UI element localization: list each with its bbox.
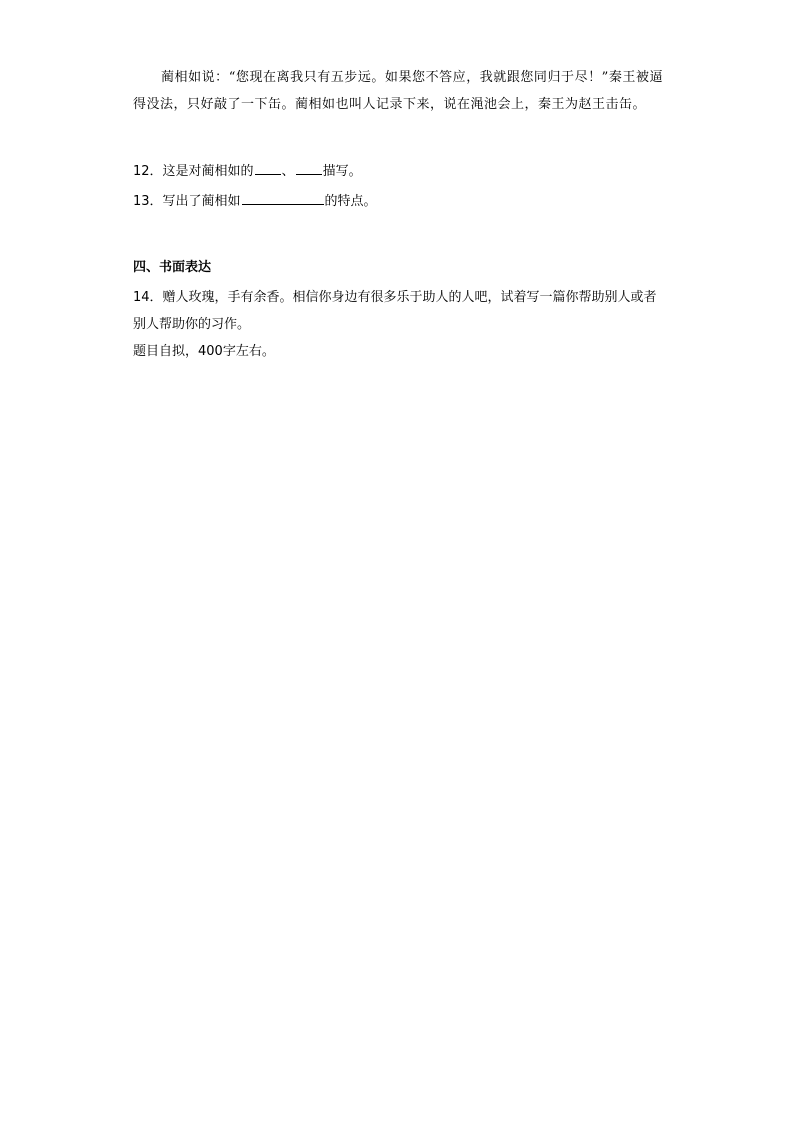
answer-blank-12a[interactable] xyxy=(255,160,281,175)
section-title: 四、书面表达 xyxy=(133,260,212,275)
answer-blank-13[interactable] xyxy=(242,190,324,205)
question-13-suffix: 的特点。 xyxy=(324,194,377,209)
essay-prompt xyxy=(133,284,663,365)
question-13-prefix: 13．写出了蔺相如 xyxy=(133,194,241,209)
question-14-text: 14．赠人玫瑰，手有余香。相信你身边有很多乐于助人的人吧，试着写一篇你帮助别人或者别人帮助你的习作。 xyxy=(133,290,657,332)
question-14-requirement: 题目自拟，400字左右。 xyxy=(133,344,275,359)
answer-blank-12b[interactable] xyxy=(296,160,322,175)
question-12-prefix: 12．这是对蔺相如的 xyxy=(133,164,254,179)
reading-passage: 蔺相如说：“您现在离我只有五步远。如果您不答应，我就跟您同归于尽！”秦王被逼得没法，只好敲了一下缶。蔺相如也叫人记录下来，说在渑池会上，秦王为赵王击缶。 xyxy=(133,70,663,112)
question-12-suffix: 描写。 xyxy=(322,164,362,179)
question-13 xyxy=(133,190,377,212)
question-12-separator: 、 xyxy=(281,164,295,179)
question-12 xyxy=(133,160,362,182)
